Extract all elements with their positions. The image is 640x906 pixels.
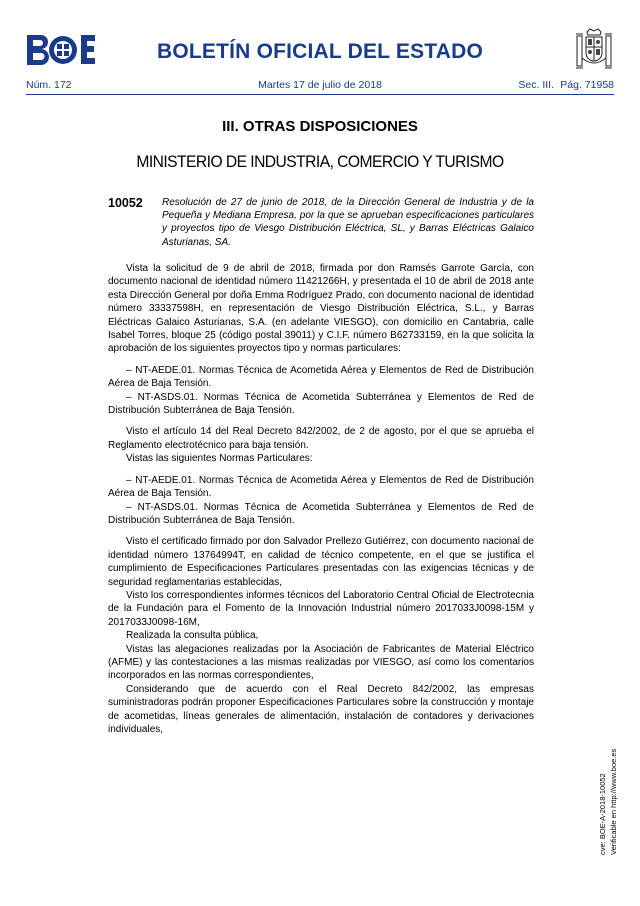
paragraph: Vistas las alegaciones realizadas por la Asociación de Fabricantes de Material Eléctrico (AFME) y las contestaciones a las mismas realizadas por VIESGO, así como los comentarios incorporados en las normas correspondientes,: [108, 643, 534, 682]
paragraph: Considerando que de acuerdo con el Real Decreto 842/2002, las empresas suministradoras podrán proponer Especificaciones Particulares sobre la construcción y montaje de acometidas, líneas generales de alimentación, instalación de contadores y derivaciones individuales,: [108, 683, 534, 735]
header-divider: [26, 94, 614, 95]
section-label: Sec. III.: [518, 79, 554, 91]
cve-code: cve: BOE-A-2018-10052: [598, 773, 607, 855]
verification-side-text: [597, 749, 619, 855]
section-title: III. OTRAS DISPOSICIONES: [222, 118, 418, 135]
list-item: – NT-AEDE.01. Normas Técnica de Acometida Aérea y Elementos de Red de Distribución Aérea de Baja Tensión.: [108, 474, 534, 500]
issue-date: Martes 17 de julio de 2018: [258, 79, 382, 91]
coat-of-arms-icon: [574, 28, 614, 72]
entry-summary: Resolución de 27 de junio de 2018, de la Dirección General de Industria y de la Pequeña y Mediana Empresa, por la que se aprueban especificaciones particulares y proyectos tipo de Viesgo Distribución Eléctrica, SL, y Barras Eléctricas Galaico Asturianas, SA.: [162, 197, 534, 248]
paragraph: Visto el certificado firmado por don Salvador Prellezo Gutiérrez, con documento nacional de identidad número 13764994T, en calidad de técnico competente, en el que se justifica el cumplimiento de Especificaciones Particulares presentadas con las exigencias técnicas y de seguridad reglamentarias establecidas,: [108, 536, 534, 588]
paragraph: Vistas las siguientes Normas Particulares:: [126, 453, 313, 465]
page-number: Pág. 71958: [560, 79, 614, 91]
boe-logo-icon: [26, 34, 96, 66]
paragraph: Vista la solicitud de 9 de abril de 2018, firmada por don Ramsés Garrote García, con documento nacional de identidad número 11421266H, y presentada el 10 de abril de 2018 ante esta Dirección General por doña Emma Rodríguez Prado, con documento nacional de identidad número 33337598H, en representación de Viesgo Distribución Eléctrica, S.L., y Barras Eléctricas Galaico Asturianas, S.A. (en adelante VIESGO), con domicilio en Cantabria, calle Isabel Torres, bloque 25 (código postal 39011) y C.I.F. número B62733159, en la que solicita la aprobación de los siguientes proyectos tipo y normas particulares:: [108, 263, 534, 355]
gazette-title: BOLETÍN OFICIAL DEL ESTADO: [156, 40, 484, 63]
list-item: – NT-ASDS.01. Normas Técnica de Acometida Subterránea y Elementos de Red de Distribución Subterránea de Baja Tensión.: [108, 391, 534, 417]
paragraph: Visto el artículo 14 del Real Decreto 842/2002, de 2 de agosto, por el que se aprueba el Reglamento electrotécnico para baja tensión.: [108, 426, 534, 451]
document-body: [108, 262, 534, 736]
list-item: – NT-ASDS.01. Normas Técnica de Acometida Subterránea y Elementos de Red de Distribución Subterránea de Baja Tensión.: [108, 501, 534, 526]
issue-meta: [26, 79, 614, 95]
ministry-heading: MINISTERIO DE INDUSTRIA, COMERCIO Y TURISMO: [136, 152, 504, 171]
paragraph: Visto los correspondientes informes técnicos del Laboratorio Central Oficial de Electrotecnia de la Fundación para el Fomento de la Innovación Industrial número 2017033J0098-15M y 2017033J0098-16M,: [108, 589, 534, 628]
verify-url[interactable]: Verificable en http://www.boe.es: [609, 748, 618, 855]
paragraph: Realizada la consulta pública,: [126, 630, 259, 642]
list-item: – NT-AEDE.01. Normas Técnica de Acometida Aérea y Elementos de Red de Distribución Aérea de Baja Tensión.: [108, 364, 534, 390]
issue-number: Núm. 172: [26, 79, 72, 91]
entry-number: 10052: [108, 196, 143, 210]
